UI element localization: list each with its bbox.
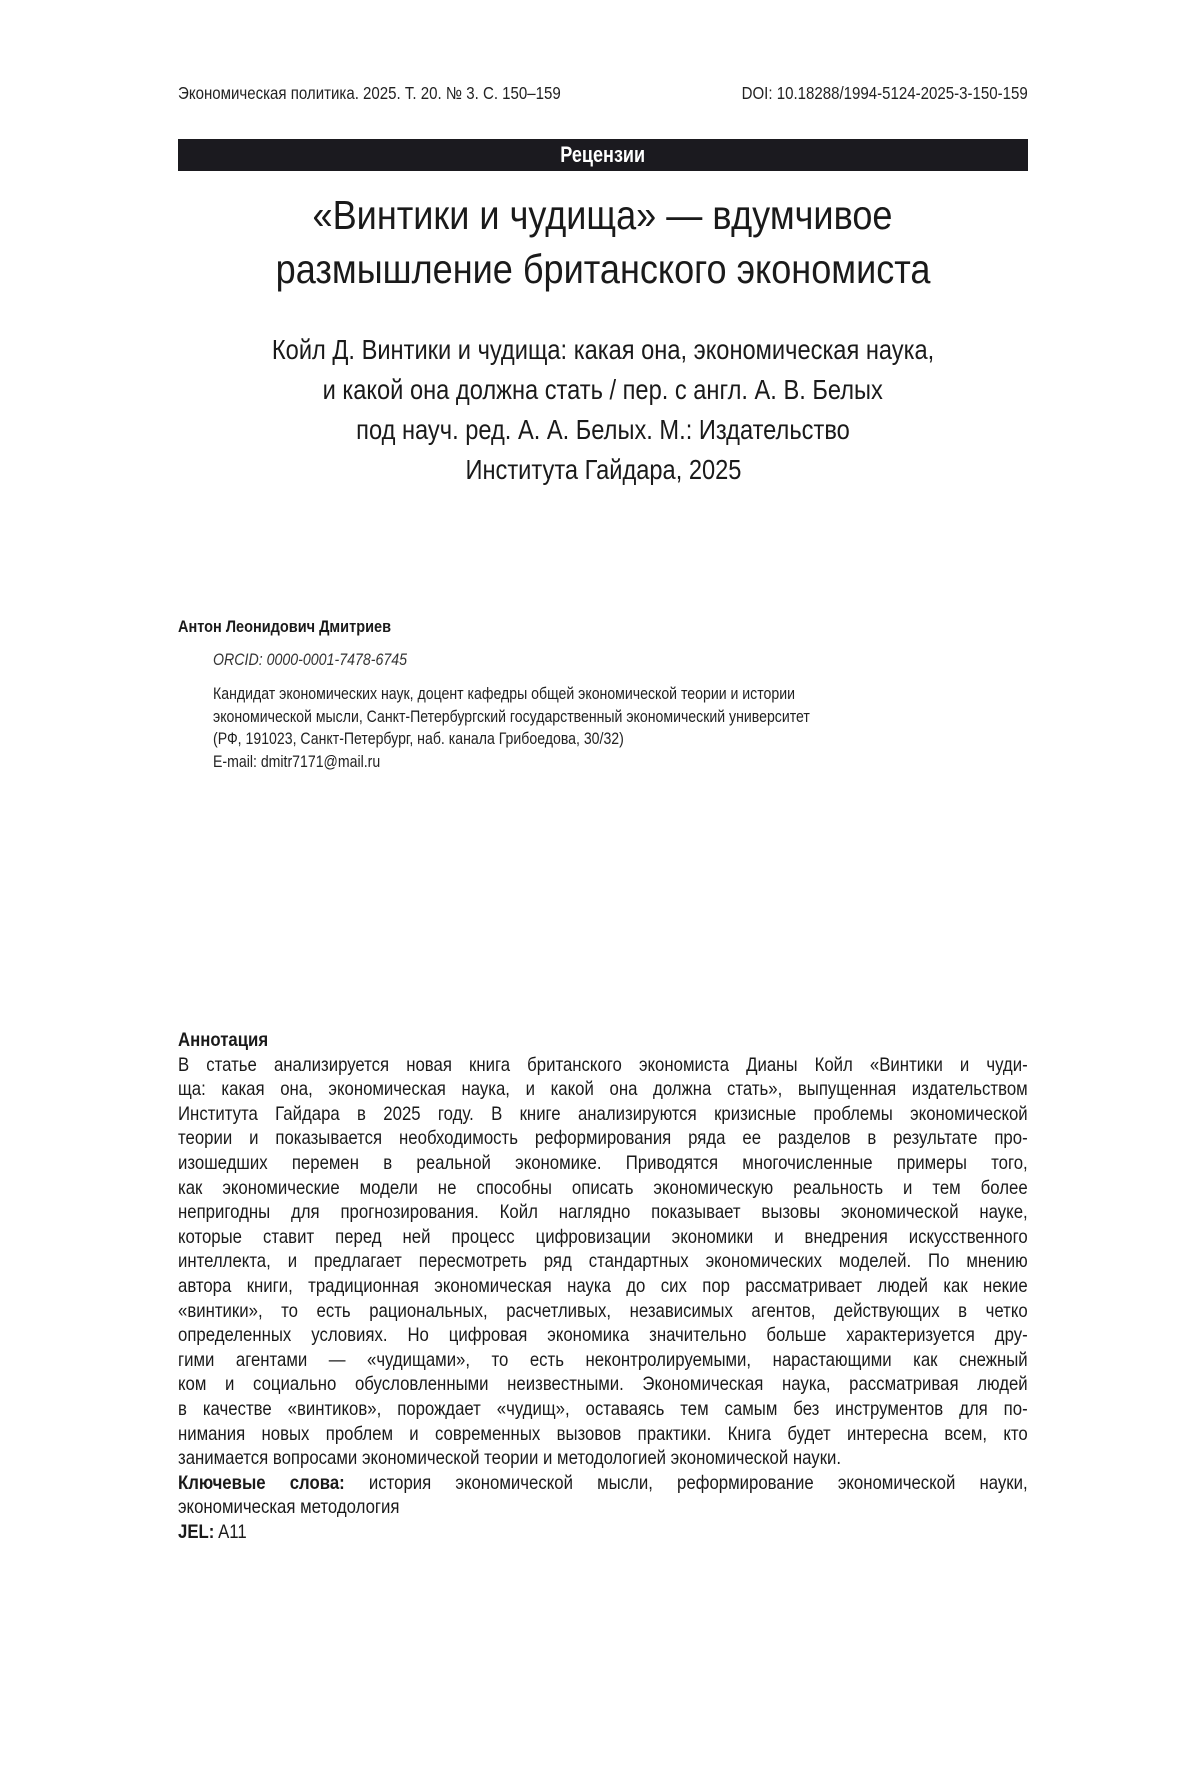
article-title xyxy=(178,188,1028,296)
abstract-line: гими агентами — «чудищами», то есть неконтролируемыми, нарастающими как снежный xyxy=(178,1348,1028,1371)
book-reference xyxy=(178,330,1028,490)
author-email[interactable]: E-mail: dmitr7171@mail.ru xyxy=(213,752,381,771)
doi-link[interactable]: DOI: 10.18288/1994-5124-2025-3-150-159 xyxy=(741,83,1028,103)
abstract-line: которые ставит перед ней процесс цифровизации экономики и внедрения искусственного xyxy=(178,1225,1028,1248)
abstract-line: изошедших перемен в реальной экономике. Приводятся многочисленные примеры того, xyxy=(178,1151,1028,1174)
abstract-line: непригодны для прогнозирования. Койл наглядно показывает вызовы экономической науке, xyxy=(178,1201,1028,1224)
abstract-line: Института Гайдара в 2025 году. В книге анализируются кризисные проблемы экономической xyxy=(178,1102,1028,1125)
affiliation-line: Кандидат экономических наук, доцент кафедры общей экономической теории и истории xyxy=(213,685,796,703)
abstract-line: ща: какая она, экономическая наука, и какой она должна стать», выпущенная издательством xyxy=(178,1078,1028,1101)
abstract-line: определенных условиях. Но цифровая экономика значительно больше характеризуется дру- xyxy=(178,1324,1028,1347)
section-label: Рецензии xyxy=(560,142,646,167)
abstract xyxy=(178,1028,1028,1544)
keywords-line xyxy=(178,1471,1028,1496)
author-orcid[interactable]: ORCID: 0000-0001-7478-6745 xyxy=(213,651,408,669)
abstract-line: интеллекта, и предлагает пересмотреть ряд стандартных экономических моделей. По мнению xyxy=(178,1250,1028,1273)
journal-citation: Экономическая политика. 2025. Т. 20. № 3. С. 150–159 xyxy=(178,83,561,103)
running-head xyxy=(178,83,1028,105)
abstract-line: теории и показывается необходимость реформирования ряда ее разделов в результате про- xyxy=(178,1127,1028,1150)
jel-line xyxy=(178,1520,909,1545)
abstract-heading: Аннотация xyxy=(178,1029,269,1051)
affiliation-line: экономической мысли, Санкт-Петербургский государственный экономический университет xyxy=(213,707,810,726)
section-banner xyxy=(178,139,1028,171)
abstract-line: В статье анализируется новая книга британского экономиста Дианы Койл «Винтики и чуди- xyxy=(178,1053,1028,1076)
title-line: размышление британского экономиста xyxy=(275,246,931,292)
book-ref-line: Койл Д. Винтики и чудища: какая она, экономическая наука, xyxy=(271,334,935,365)
abstract-line: занимается вопросами экономической теории и методологией экономической науки. xyxy=(178,1447,842,1470)
jel-value: A11 xyxy=(218,1520,247,1543)
jel-label: JEL: xyxy=(178,1520,215,1543)
abstract-line: автора книги, традиционная экономическая наука до сих пор рассматривает людей как некие xyxy=(178,1274,1028,1297)
author-name: Антон Леонидович Дмитриев xyxy=(178,618,392,636)
author-affiliation xyxy=(213,683,911,773)
abstract-line: «винтики», то есть рациональных, расчетливых, независимых агентов, действующих в четко xyxy=(178,1299,1028,1322)
keywords-line-2: экономическая методология xyxy=(178,1496,400,1519)
book-ref-line: под науч. ред. А. А. Белых. М.: Издательство xyxy=(356,414,850,445)
abstract-line: как экономические модели не способны описать экономическую реальность и тем более xyxy=(178,1176,1028,1199)
affiliation-line: (РФ, 191023, Санкт-Петербург, наб. канала Грибоедова, 30/32) xyxy=(213,730,624,748)
keywords-text: история экономической мысли, реформирование экономической науки, xyxy=(368,1471,1028,1494)
book-ref-line: и какой она должна стать / пер. с англ. А. В. Белых xyxy=(322,374,884,405)
abstract-line: в качестве «винтиков», порождает «чудищ», оставаясь тем самым без инструментов для по- xyxy=(178,1397,1028,1420)
title-line: «Винтики и чудища» — вдумчивое xyxy=(313,192,893,238)
book-ref-line: Института Гайдара, 2025 xyxy=(464,454,742,485)
abstract-line: нимания новых проблем и современных вызовов практики. Книга будет интересна всем, кто xyxy=(178,1422,1028,1445)
keywords-label: Ключевые слова: xyxy=(178,1471,345,1494)
abstract-line: ком и социально обусловленными неизвестными. Экономическая наука, рассматривая людей xyxy=(178,1373,1028,1396)
